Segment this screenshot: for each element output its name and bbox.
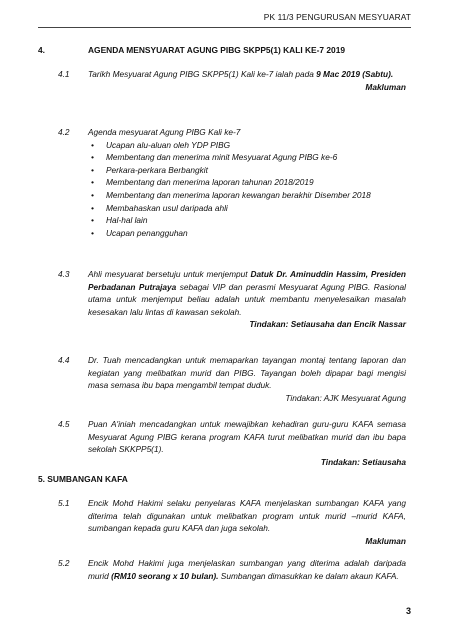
item-action: Makluman [365,81,406,92]
item-action: Tindakan: AJK Mesyuarat Agung [285,392,406,403]
section-4-heading [38,45,345,55]
item-number: 4.3 [58,269,70,279]
item-text: Puan A'iniah mencadangkan untuk mewajibkan kehadiran guru-guru KAFA semasa Mesyuarat Agung PIBG kerana program KAFA turut melibatkan murid dan ibu bapa sekolah SKKPP5(1). [88,419,406,455]
item-number: 4.1 [58,69,70,79]
item-action: Tindakan: Setiausaha [320,456,406,467]
item-text-plain: sebagai VIP dan perasmi Mesyuarat Agung PIBG. Rasional utama untuk menjemput beliau adalah untuk membantu menyelesaikan masalah kesesakan lalu lintas di kawasan sekolah. [88,281,406,317]
item-4-1 [58,68,406,93]
item-text-plain: Tarikh Mesyuarat Agung PIBG SKPP5(1) Kali ke-7 ialah pada [88,69,317,79]
item-4-5 [58,418,406,468]
item-text: Encik Mohd Hakimi selaku penyelaras KAFA menjelaskan sumbangan KAFA yang diterima telah digunakan untuk melibatkan program untuk murid –murid KAFA, sumbangan kepada guru KAFA dan juga sekolah. [88,498,406,534]
header-rule [38,27,411,28]
page-number: 3 [405,606,411,616]
list-item: • Ucapan penangguhan [88,227,406,240]
item-action: Tindakan: Setiausaha dan Encik Nassar [249,319,406,330]
item-text-plain: Sumbangan dimasukkan ke dalam akaun KAFA. [218,570,399,581]
item-text-bold: 9 Mac 2019 (Sabtu). [316,69,394,79]
list-item: • Membahaskan usul daripada ahli [88,202,406,215]
item-text [88,557,406,582]
item-4-3 [58,268,406,331]
list-item: • Membentang dan menerima minit Mesyuarat Agung PIBG ke-6 [88,151,406,164]
item-text-bold: Datuk Dr. Aminuddin Hassim, Presiden Perbadanan Putrajaya [88,269,406,292]
item-text-plain: Ahli mesyuarat bersetuju untuk menjemput [88,269,251,279]
section-title: AGENDA MENSYUARAT AGUNG PIBG SKPP5(1) KALI KE-7 2019 [88,45,346,55]
item-text [88,68,406,81]
list-item: • Membentang dan menerima laporan kewangan berakhir Disember 2018 [88,189,406,202]
item-text-bold: (RM10 seorang x 10 bulan). [111,570,219,581]
item-4-2 [58,126,406,239]
item-4-4 [58,354,406,404]
item-5-2 [58,557,406,582]
list-item: • Perkara-perkara Berbangkit [88,164,406,177]
item-action: Makluman [365,535,406,546]
section-number: 4. [38,45,45,55]
item-number: 4.2 [58,127,70,137]
item-5-1 [58,497,406,547]
item-number: 4.5 [58,419,70,429]
item-number: 4.4 [58,355,70,365]
list-item: • Ucapan alu-aluan oleh YDP PIBG [88,139,406,152]
section-5-heading: 5. SUMBANGAN KAFA [38,474,128,484]
item-number: 5.2 [58,558,70,568]
item-text: Dr. Tuah mencadangkan untuk memaparkan tayangan montaj tentang laporan dan kegiatan yang melibatkan murid dan PIBG. Tayangan boleh dipapar bagi mengisi masa semasa ibu bapa mengambil tempat duduk. [88,355,406,391]
item-text: Agenda mesyuarat Agung PIBG Kali ke-7 [88,127,241,137]
list-item: • Membentang dan menerima laporan tahunan 2018/2019 [88,176,406,189]
agenda-list [88,139,406,240]
item-text [88,268,406,318]
list-item: • Hal-hal lain [88,214,406,227]
item-number: 5.1 [58,498,70,508]
document-header: PK 11/3 PENGURUSAN MESYUARAT [263,12,411,22]
item-text-plain: Encik Mohd Hakimi juga menjelaskan sumbangan yang diterima adalah daripada murid [88,558,406,581]
